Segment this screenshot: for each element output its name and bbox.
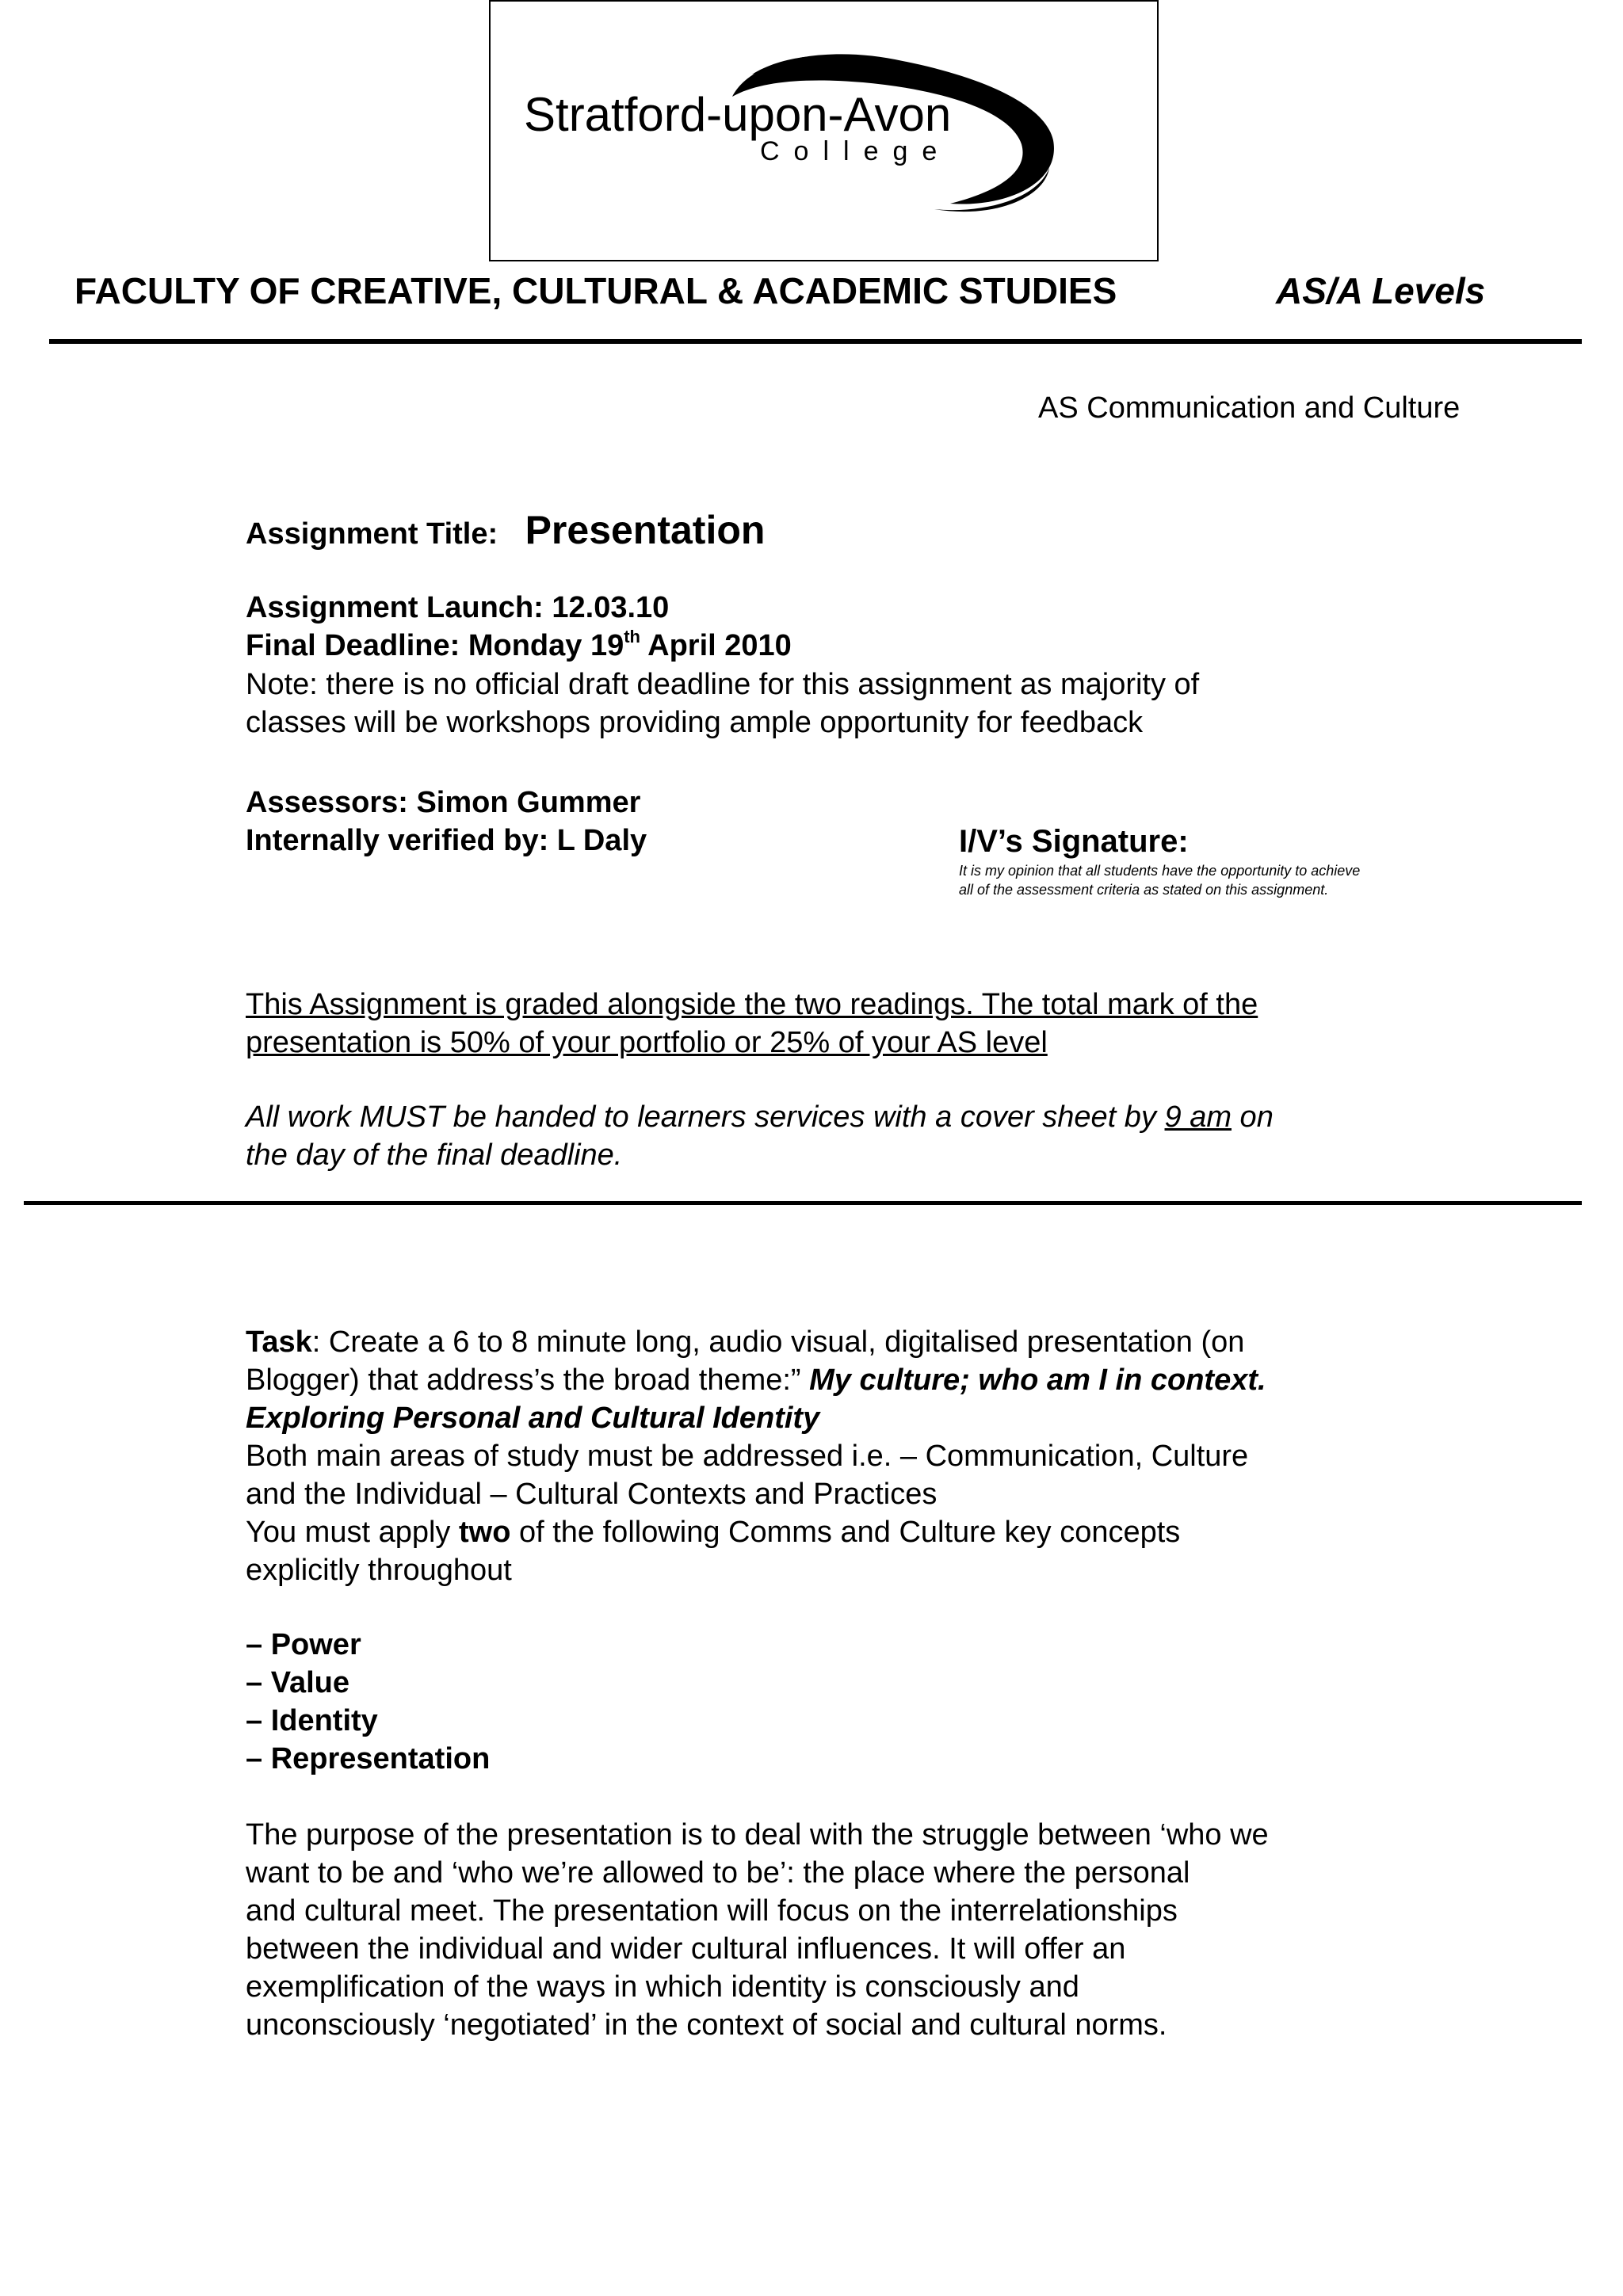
assignment-title-label: Assignment Title: bbox=[246, 517, 498, 551]
section-divider bbox=[24, 1201, 1582, 1205]
logo-subtitle: College bbox=[760, 136, 952, 166]
task-line-6: You must apply two of the following Comms and Culture key concepts bbox=[246, 1516, 1181, 1549]
purpose-line-2: want to be and ‘who we’re allowed to be’: the place where the personal bbox=[246, 1856, 1190, 1890]
task-line-2: Blogger) that address’s the broad theme:” My culture; who am I in context. bbox=[246, 1363, 1266, 1397]
handin-line-1: All work MUST be handed to learners services with a cover sheet by 9 am on bbox=[246, 1100, 1274, 1134]
draft-note-line-1: Note: there is no official draft deadline for this assignment as majority of bbox=[246, 668, 1200, 701]
grading-line-1: This Assignment is graded alongside the two readings. The total mark of the bbox=[246, 988, 1258, 1021]
assignment-launch: Assignment Launch: 12.03.10 bbox=[246, 591, 670, 624]
concept-representation: – Representation bbox=[246, 1742, 491, 1775]
iv-signature-note: It is my opinion that all students have the opportunity to achieve all of the assessment criteria as stated on this assignment. bbox=[959, 863, 1361, 898]
river-swoosh-icon bbox=[491, 2, 1157, 260]
purpose-line-5: exemplification of the ways in which identity is consciously and bbox=[246, 1970, 1079, 2004]
task-line-4: Both main areas of study must be addressed i.e. – Communication, Culture bbox=[246, 1440, 1249, 1473]
subject-label: AS Communication and Culture bbox=[1038, 391, 1461, 425]
assignment-title-row bbox=[246, 507, 765, 553]
draft-note-line-2: classes will be workshops providing ample opportunity for feedback bbox=[246, 706, 1144, 739]
college-logo bbox=[489, 0, 1159, 261]
task-line-3: Exploring Personal and Cultural Identity bbox=[246, 1402, 820, 1435]
header-divider bbox=[49, 339, 1582, 344]
final-deadline: Final Deadline: Monday 19th April 2010 bbox=[246, 627, 792, 662]
purpose-line-6: unconsciously ‘negotiated’ in the context of social and cultural norms. bbox=[246, 2008, 1167, 2042]
logo-name: Stratford-upon-Avon bbox=[524, 88, 952, 141]
task-line-5: and the Individual – Cultural Contexts and Practices bbox=[246, 1478, 938, 1511]
concept-value: – Value bbox=[246, 1666, 349, 1699]
concept-identity: – Identity bbox=[246, 1704, 378, 1737]
concept-power: – Power bbox=[246, 1628, 361, 1661]
task-line-1: Task: Create a 6 to 8 minute long, audio visual, digitalised presentation (on bbox=[246, 1325, 1245, 1359]
assignment-title-value: Presentation bbox=[525, 508, 766, 552]
purpose-line-4: between the individual and wider cultural influences. It will offer an bbox=[246, 1932, 1126, 1966]
grading-line-2: presentation is 50% of your portfolio or 25% of your AS level bbox=[246, 1026, 1048, 1059]
task-line-7: explicitly throughout bbox=[246, 1554, 512, 1587]
handin-line-2: the day of the final deadline. bbox=[246, 1138, 623, 1172]
purpose-line-3: and cultural meet. The presentation will focus on the interrelationships bbox=[246, 1894, 1178, 1928]
level-label: AS/A Levels bbox=[1276, 270, 1486, 311]
iv-signature-label: I/V’s Signature: bbox=[959, 824, 1189, 859]
faculty-title: FACULTY OF CREATIVE, CULTURAL & ACADEMIC STUDIES bbox=[74, 270, 1117, 311]
purpose-line-1: The purpose of the presentation is to deal with the struggle between ‘who we bbox=[246, 1818, 1269, 1852]
internally-verified: Internally verified by: L Daly bbox=[246, 824, 647, 857]
assessors: Assessors: Simon Gummer bbox=[246, 786, 641, 819]
